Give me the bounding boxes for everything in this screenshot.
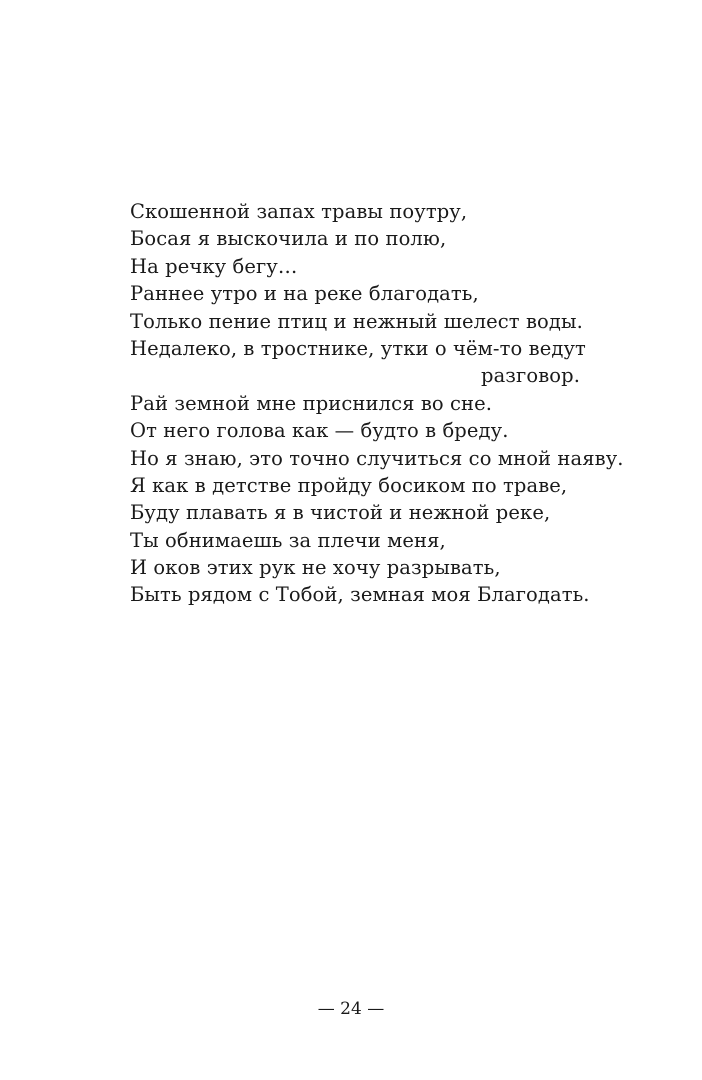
- poem-line: И оков этих рук не хочу разрывать,: [130, 556, 501, 580]
- poem-line: Быть рядом с Тобой, земная моя Благодать.: [130, 583, 590, 607]
- poem-line: Раннее утро и на реке благодать,: [130, 282, 479, 306]
- poem-line: Я как в детстве пройду босиком по траве,: [130, 473, 568, 497]
- poem-line: Босая я выскочила и по полю,: [130, 227, 447, 251]
- poem-line: На речку бегу…: [130, 254, 298, 278]
- poem-line: Но я знаю, это точно случиться со мной наяву.: [130, 446, 624, 470]
- poem-line: Недалеко, в тростнике, утки о чём-то ведут: [130, 336, 586, 360]
- poem-line: Скошенной запах травы поутру,: [130, 200, 468, 223]
- poem-line-continuation: разговор.: [481, 364, 580, 388]
- poem-line: От него голова как — будто в бреду.: [130, 419, 509, 443]
- poem-line: Буду плавать я в чистой и нежной реке,: [130, 501, 551, 525]
- page-number: — 24 —: [317, 999, 385, 1019]
- poem-line: Рай земной мне приснился во сне.: [130, 391, 493, 415]
- poem-line: Только пение птиц и нежный шелест воды.: [130, 309, 583, 333]
- poem-line: Ты обнимаешь за плечи меня,: [130, 528, 446, 552]
- poem-body: [130, 198, 624, 609]
